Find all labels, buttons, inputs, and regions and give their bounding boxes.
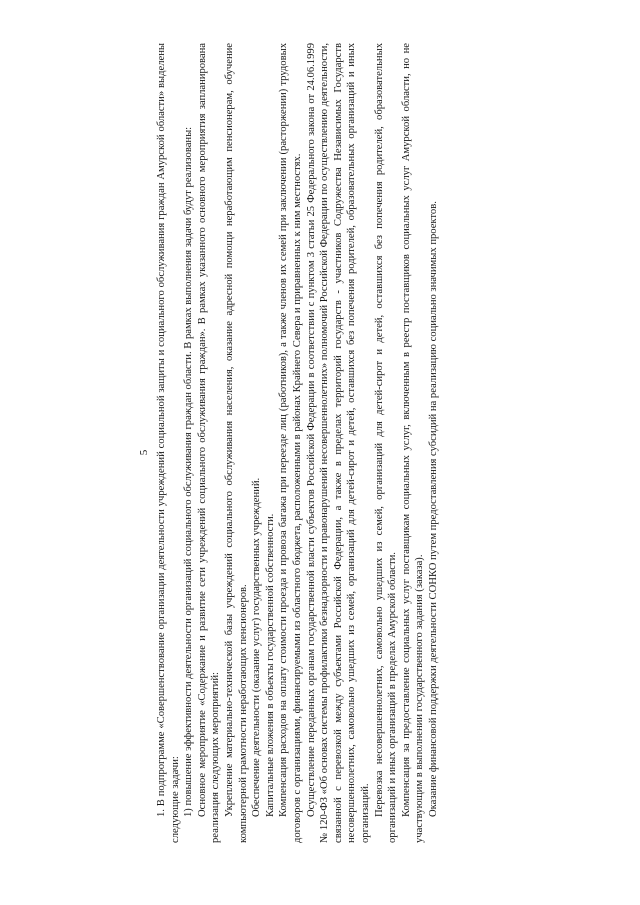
page-number: 5 — [138, 449, 150, 456]
document-body — [155, 43, 440, 843]
paragraph-service-compensation: Компенсация за предоставление социальных услуг поставщикам социальных услуг, включенным в реестр поставщиков социальных услуг Амурской области, но не участвующим в выполнении государственного задания (заказа). — [400, 43, 426, 843]
paragraph-state-institutions: Обеспечение деятельности (оказание услуг) государственных учреждений. — [251, 477, 263, 817]
paragraph-sonko-support: Оказание финансовой поддержки деятельности СОНКО путем предоставления субсидий на реализацию социально значимых проектов. — [427, 201, 439, 817]
paragraph-subprogram-intro: 1. В подпрограмме «Совершенствование организации деятельности учреждений социальной защиты и социального обслуживания граждан Амурской области» выделены следующие задачи: — [156, 43, 181, 843]
paragraph-transport-minors: Перевозка несовершеннолетних, самовольно ушедших из семей, организаций для детей-сирот и детей, оставшихся без попечения родителей, образовательных организаций и иных организаций в пределах Амурской области. — [373, 43, 399, 843]
paragraph-task-1: 1) повышение эффективности деятельности организаций социального обслуживания граждан области. В рамках выполнения задачи будут реализованы: — [183, 126, 195, 817]
paragraph-delegated-powers: Осуществление переданных органам государственной власти субъектов Российской Федерации в соответствии с пунктом 3 статьи 25 Федерального закона от 24.06.1999 № 120-ФЗ «Об основах системы профилактики безнадзорности и правонарушений несовершеннолетних» полномочий Российской Федерации по осуществлению деятельности, связанной с перевозкой между субъектами Российской Федерации, а также в пределах территорий государств - участников Содружества Независимых Государств несовершеннолетних, самовольно ушедших из семей, организаций для детей-сирот и детей, оставшихся без попечения родителей, образовательных организаций и иных организаций. — [305, 43, 371, 843]
paragraph-main-activity: Основное мероприятие «Содержание и развитие сети учреждений социального обслуживания граждан». В рамках указанного основного мероприятия запланирована реализация следующих мероприятий: — [196, 43, 222, 843]
paragraph-material-base: Укрепление материально-технической базы учреждений социального обслуживания населения, оказание адресной помощи неработающим пенсионерам, обучение компьютерной грамотности неработающих пенсионеров. — [223, 43, 249, 843]
paragraph-capital-investments: Капитальные вложения в объекты государственной собственности. — [264, 513, 276, 817]
paragraph-travel-compensation: Компенсация расходов на оплату стоимости проезда и провоза багажа при переезде лиц (работников), а также членов их семей при заключении (расторжении) трудовых договоров с организациями, финансируемыми из областного бюджета, расположенными в районах Крайнего Севера и приравненных к ним местностях. — [278, 43, 303, 843]
